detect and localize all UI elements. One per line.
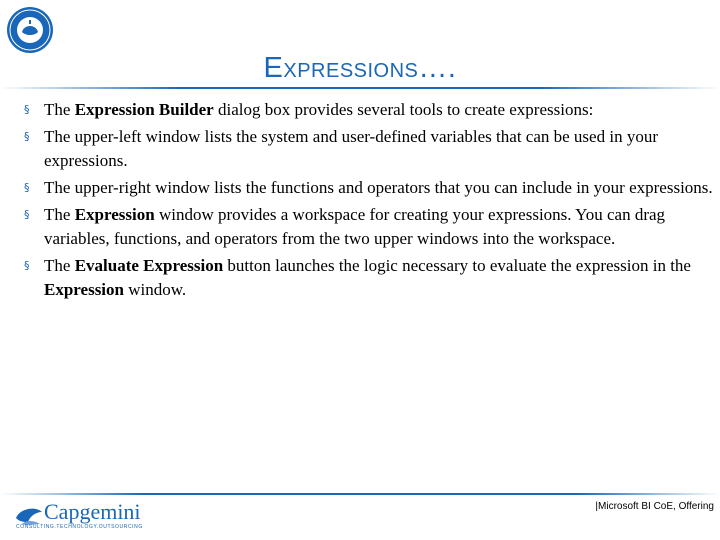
bullet-marker-icon: § xyxy=(24,208,30,221)
bullet-marker-icon: § xyxy=(24,103,30,116)
bullet-text: The xyxy=(44,100,75,119)
bullet-text: window. xyxy=(124,280,187,299)
bullet-item xyxy=(24,254,714,302)
bullet-item xyxy=(24,98,714,122)
bullet-text: dialog box provides several tools to create expressions: xyxy=(213,100,594,119)
footer-tagline: CONSULTING.TECHNOLOGY.OUTSOURCING xyxy=(16,524,143,530)
bullet-text: The upper-right window lists the functions and operators that you can include in your expressions. xyxy=(44,178,713,197)
title-divider xyxy=(0,87,720,89)
bullet-bold-text: Expression xyxy=(44,280,124,299)
bullet-item xyxy=(24,125,714,173)
bullet-marker-icon: § xyxy=(24,181,30,194)
bullet-bold-text: Expression xyxy=(74,205,155,224)
bullet-text: The xyxy=(44,205,75,224)
badge-logo-icon xyxy=(6,6,54,54)
bullet-marker-icon: § xyxy=(24,130,30,143)
footer-brand: Capgemini xyxy=(44,499,141,524)
title-container xyxy=(0,50,720,86)
footer-divider xyxy=(0,493,720,495)
page-title: Expressions…. xyxy=(263,52,457,84)
bullet-item xyxy=(24,176,714,200)
bullet-bold-text: Expression Builder xyxy=(74,100,214,119)
bullet-text: window provides a workspace for creating your expressions. You can drag variables, functions, and operators from the two upper windows into the workspace. xyxy=(44,205,666,248)
footer-text: |Microsoft BI CoE, Offering xyxy=(595,501,714,512)
bullet-text: The xyxy=(44,256,75,275)
bullet-list xyxy=(24,98,714,305)
bullet-text: button launches the logic necessary to evaluate the expression in the xyxy=(223,256,691,275)
bullet-bold-text: Evaluate Expression xyxy=(74,256,224,275)
bullet-marker-icon: § xyxy=(24,259,30,272)
bullet-item xyxy=(24,203,714,251)
bullet-text: The upper-left window lists the system and user-defined variables that can be used in your expressions. xyxy=(44,127,658,170)
